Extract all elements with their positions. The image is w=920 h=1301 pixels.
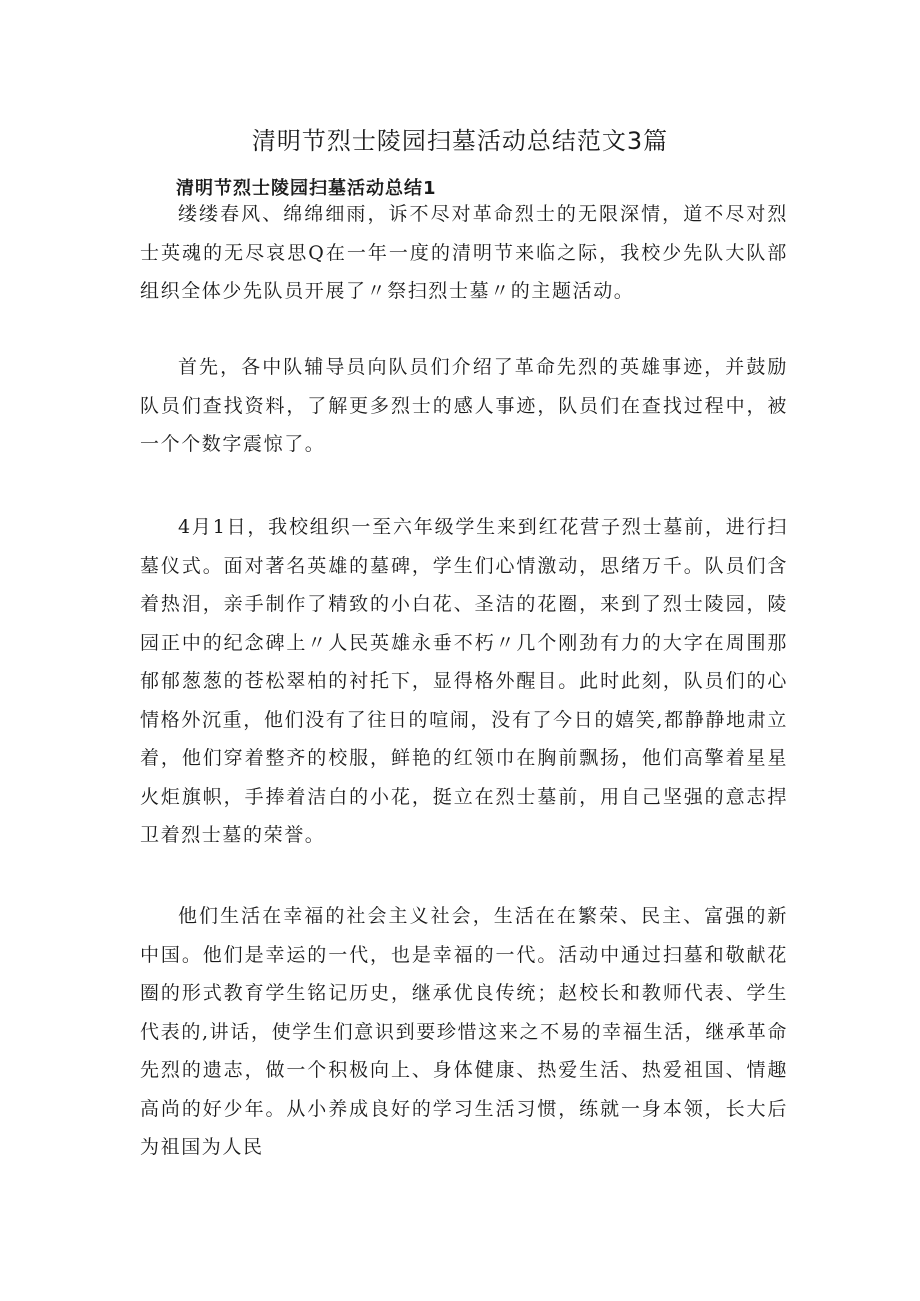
paragraph-3: 4月1日，我校组织一至六年级学生来到红花营子烈士墓前，进行扫墓仪式。面对著名英雄的墓碑，学生们心情激动，思绪万千。队员们含着热泪，亲手制作了精致的小白花、圣洁的花圈，来到了烈士陵园，陵园正中的纪念碑上〃人民英雄永垂不朽〃几个刚劲有力的大字在周围那郁郁葱葱的苍松翠柏的衬托下，显得格外醒目。此时此刻，队员们的心情格外沉重，他们没有了往日的喧闹，没有了今日的嬉笑,都静静地肃立着，他们穿着整齐的校服，鲜艳的红领巾在胸前飘扬，他们高擎着星星火炬旗帜，手捧着洁白的小花，挺立在烈士墓前，用自己坚强的意志捍卫着烈士墓的荣誉。 xyxy=(140,516,788,846)
section-heading: 清明节烈士陵园扫墓活动总结1 xyxy=(176,178,437,199)
document-title: 清明节烈士陵园扫墓活动总结范文3篇 xyxy=(251,127,669,155)
paragraph-1: 缕缕春风、绵绵细雨，诉不尽对革命烈士的无限深情，道不尽对烈士英魂的无尽哀思Q在一年一度的清明节来临之际，我校少先队大队部组织全体少先队员开展了〃祭扫烈士墓〃的主题活动。 xyxy=(140,203,788,302)
paragraph-4: 他们生活在幸福的社会主义社会，生活在在繁荣、民主、富强的新中国。他们是幸运的一代，也是幸福的一代。活动中通过扫墓和敬献花圈的形式教育学生铭记历史，继承优良传统；赵校长和教师代表、学生代表的,讲话，使学生们意识到要珍惜这来之不易的幸福生活，继承革命先烈的遗志，做一个积极向上、身体健康、热爱生活、热爱祖国、情趣高尚的好少年。从小养成良好的学习生活习惯，练就一身本领，长大后为祖国为人民 xyxy=(140,905,788,1158)
paragraph-2: 首先，各中队辅导员向队员们介绍了革命先烈的英雄事迹，并鼓励队员们查找资料，了解更多烈士的感人事迹，队员们在查找过程中，被一个个数字震惊了。 xyxy=(140,356,788,455)
